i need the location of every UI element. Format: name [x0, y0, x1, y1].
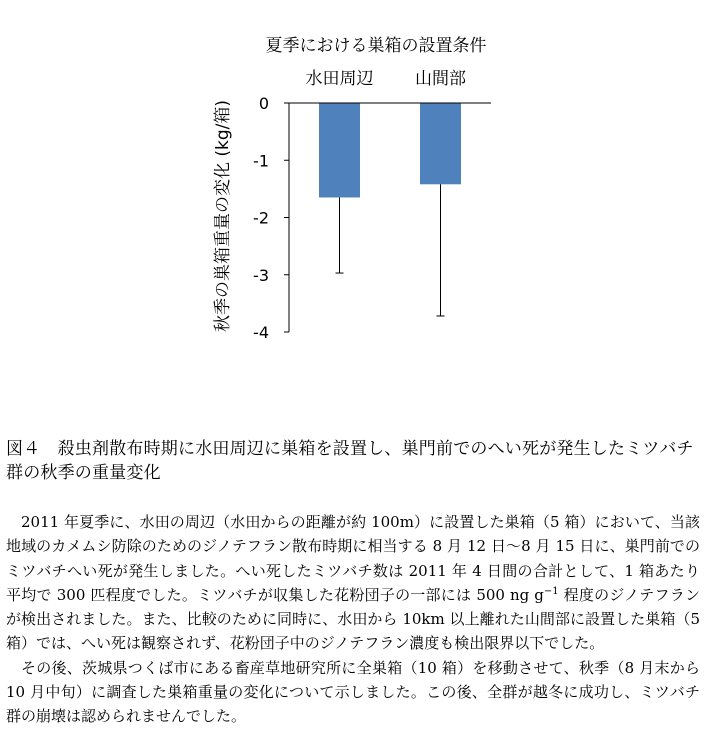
body-paragraph-1-part-b: 程度のジノテフランが検出されました。また、比較のために同時に、水田から 10km 以上離れた山間部に設置した巣箱（5 箱）では、へい死は観察されず、花粉団子中のジノテフラン濃度も検出限界以下でした。	[6, 585, 701, 653]
y-tick-label: -1	[253, 151, 269, 171]
y-tick-label: -3	[253, 265, 269, 285]
bar-1	[319, 103, 360, 197]
category-label-1: 水田周辺	[305, 69, 374, 89]
figure-caption: 図４ 殺虫剤散布時期に水田周辺に巣箱を設置し、巣門前でのへい死が発生したミツバチ群の秋季の重量変化	[6, 439, 694, 483]
body-paragraph-1	[6, 510, 700, 656]
body-paragraph-1-part-a: 2011 年夏季に、水田の周辺（水田からの距離が約 100m）に設置した巣箱（5 箱）において、当該地域のカメムシ防除のためのジノテフラン散布時期に相当する 8 月 12 日～8 月 15 日に、巣門前でのミツバチへい死が発生しました。へい死したミツバチ数は 2011 年 4 日間の合計として、1 箱あたり平均で 300 匹程度でした。ミツバチが収集した花粉団子の一部には 500 ng g	[6, 513, 700, 604]
unit-superscript: −1	[543, 585, 559, 597]
chart-title: 夏季における巣箱の設置条件	[265, 36, 487, 56]
body-paragraph-2: その後、茨城県つくば市にある畜産草地研究所に全巣箱（10 箱）を移動させて、秋季（8 月末から 10 月中旬）に調査した巣箱重量の変化について示しました。この後、全群が越冬に成功し、ミツバチ群の崩壊は認められませんでした。	[6, 658, 700, 726]
y-axis-label: 秋季の巣箱重量の変化 (kg/箱)	[213, 99, 233, 333]
y-tick-label: -4	[253, 323, 269, 342]
bar-2	[420, 103, 461, 184]
category-label-2: 山間部	[415, 69, 466, 89]
y-tick-label: -2	[253, 208, 269, 228]
y-tick-label: 0	[258, 94, 269, 113]
body-text	[6, 510, 700, 729]
